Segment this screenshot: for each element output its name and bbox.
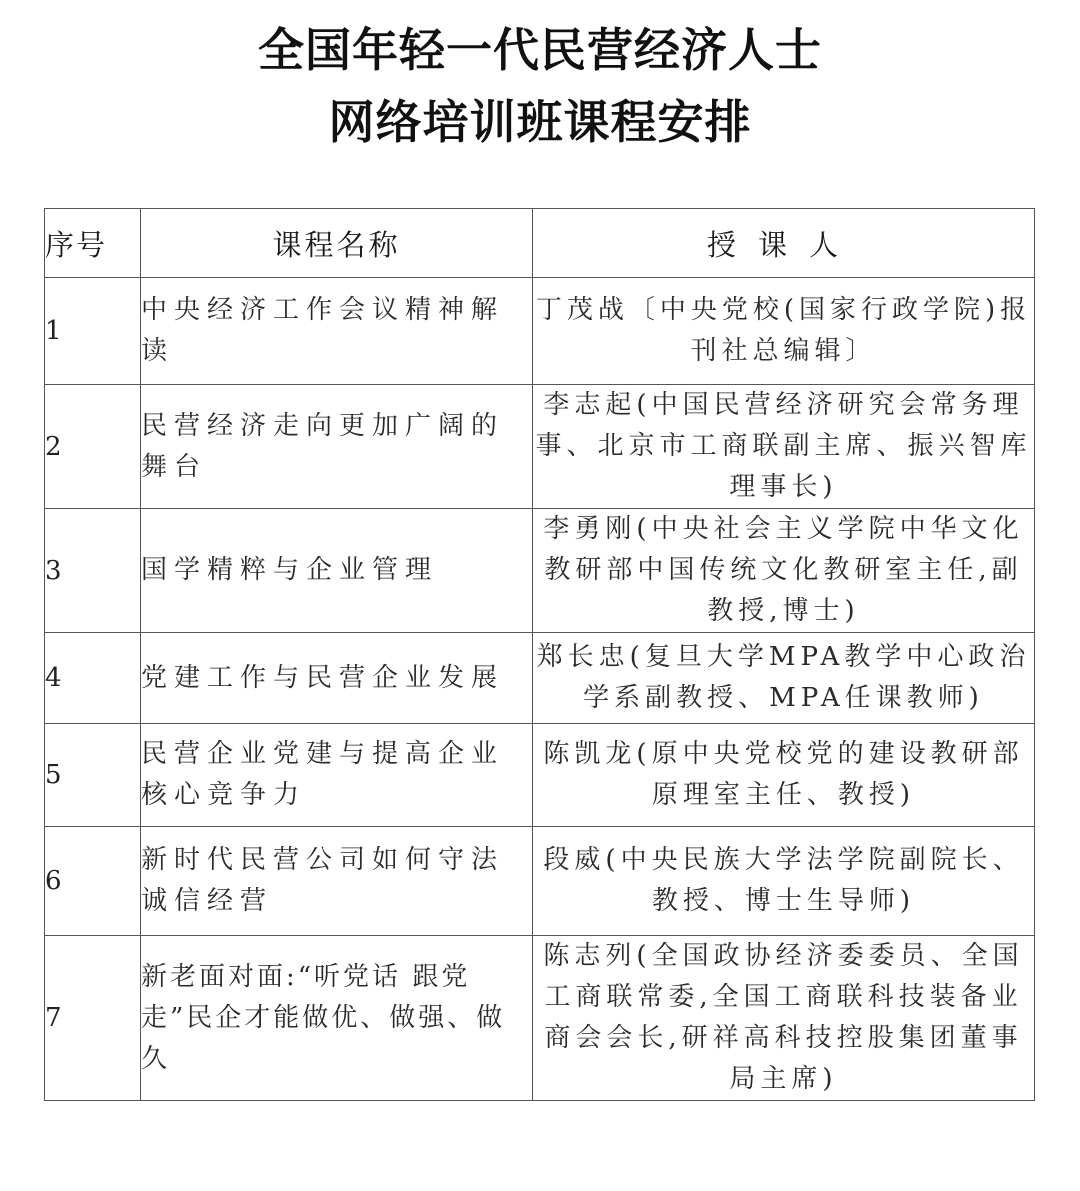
row-lecturer-cell — [533, 633, 1035, 724]
table-row — [45, 385, 1035, 509]
row-course-name: 新老面对面:“听党话 跟党走”民企才能做优、做强、做久 — [141, 936, 533, 1101]
row-course-name: 新时代民营公司如何守法诚信经营 — [141, 827, 533, 936]
table-row — [45, 827, 1035, 936]
header-lecturer: 授课人 — [533, 209, 1035, 278]
row-lecturer: 陈凯龙(原中央党校党的建设教研部原理室主任、教授) — [543, 739, 1024, 810]
course-schedule-table — [44, 208, 1035, 1101]
row-course-name: 国学精粹与企业管理 — [141, 509, 533, 633]
table-row — [45, 633, 1035, 724]
row-serial-number: 7 — [45, 936, 141, 1101]
row-lecturer-cell — [533, 385, 1035, 509]
row-serial-number: 4 — [45, 633, 141, 724]
row-lecturer: 李勇刚(中央社会主义学院中华文化教研部中国传统文化教研室主任,副教授,博士) — [543, 514, 1024, 626]
table-header-row — [45, 209, 1035, 278]
row-course-name: 民营企业党建与提高企业核心竞争力 — [141, 724, 533, 827]
row-lecturer: 段威(中央民族大学法学院副院长、教授、博士生导师) — [543, 845, 1024, 916]
row-lecturer-cell — [533, 278, 1035, 385]
row-lecturer: 郑长忠(复旦大学MPA教学中心政治学系副教授、MPA任课教师) — [536, 642, 1031, 713]
table-row — [45, 936, 1035, 1101]
row-course-name: 党建工作与民营企业发展 — [141, 633, 533, 724]
row-course-name: 中央经济工作会议精神解读 — [141, 278, 533, 385]
page-title-line2: 网络培训班课程安排 — [328, 95, 752, 149]
row-course-name: 民营经济走向更加广阔的舞台 — [141, 385, 533, 509]
table-row — [45, 278, 1035, 385]
row-lecturer: 丁茂战〔中央党校(国家行政学院)报刊社总编辑〕 — [535, 295, 1032, 366]
row-serial-number: 3 — [45, 509, 141, 633]
row-serial-number: 5 — [45, 724, 141, 827]
row-lecturer-cell — [533, 827, 1035, 936]
header-course-name: 课程名称 — [141, 209, 533, 278]
table-row — [45, 509, 1035, 633]
row-lecturer: 陈志列(全国政协经济委委员、全国工商联常委,全国工商联科技装备业商会会长,研祥高科技控股集团董事局主席) — [543, 941, 1024, 1094]
row-lecturer-cell — [533, 509, 1035, 633]
row-serial-number: 2 — [45, 385, 141, 509]
page-title-line1: 全国年轻一代民营经济人士 — [258, 23, 822, 77]
row-lecturer-cell — [533, 724, 1035, 827]
row-lecturer-cell — [533, 936, 1035, 1101]
row-lecturer: 李志起(中国民营经济研究会常务理事、北京市工商联副主席、振兴智库理事长) — [535, 390, 1032, 502]
header-serial-number: 序号 — [45, 209, 141, 278]
row-serial-number: 1 — [45, 278, 141, 385]
row-serial-number: 6 — [45, 827, 141, 936]
table-row — [45, 724, 1035, 827]
